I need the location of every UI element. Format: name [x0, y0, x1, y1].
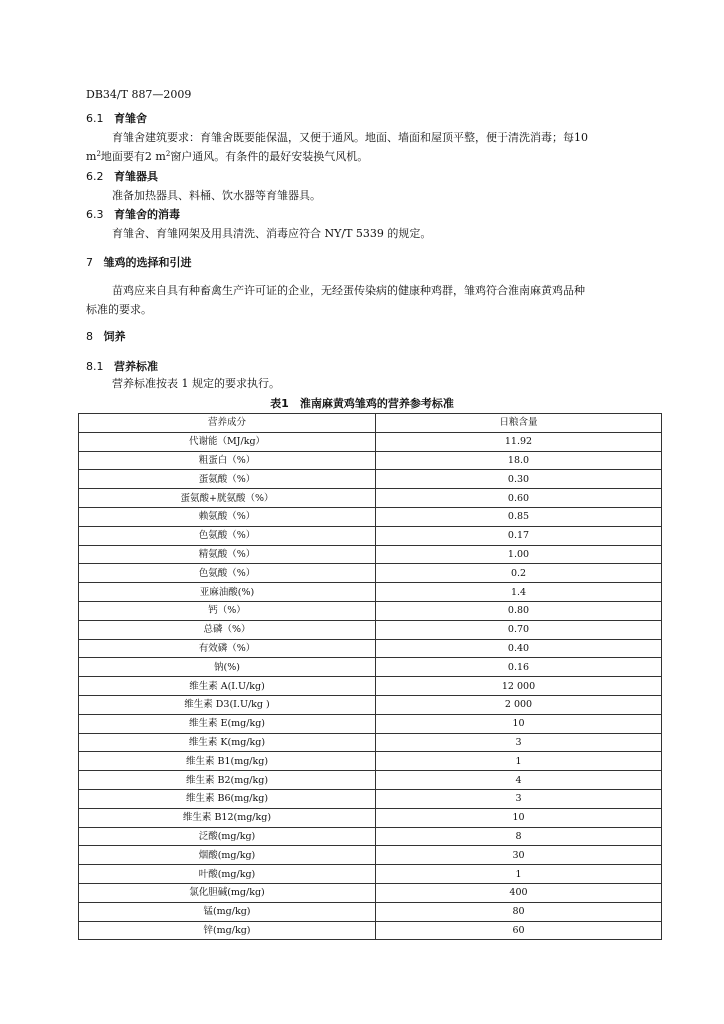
table-row	[79, 789, 662, 808]
nutrient-value: 10	[376, 808, 662, 827]
nutrient-name: 维生素 B6(mg/kg)	[79, 789, 376, 808]
nutrient-value: 30	[376, 846, 662, 865]
paragraph-6-3: 育雏舍、育雏网架及用具清洗、消毒应符合 NY/T 5339 的规定。	[112, 227, 432, 240]
nutrient-value: 0.70	[376, 620, 662, 639]
nutrient-name: 亚麻油酸(%)	[79, 583, 376, 602]
table-row	[79, 677, 662, 696]
standard-number: DB34/T 887—2009	[86, 88, 192, 101]
caption-text: 表1 淮南麻黄鸡雏鸡的营养参考标准	[270, 397, 454, 410]
nutrient-name: 维生素 D3(I.U/kg )	[79, 695, 376, 714]
nutrient-value: 60	[376, 921, 662, 940]
nutrient-name: 泛酸(mg/kg)	[79, 827, 376, 846]
nutrient-value: 11.92	[376, 432, 662, 451]
table-row	[79, 865, 662, 884]
heading-number: 6.2	[86, 170, 104, 183]
table-row	[79, 658, 662, 677]
nutrient-name: 钠(%)	[79, 658, 376, 677]
heading-number: 6.3	[86, 208, 104, 221]
heading-8	[86, 328, 126, 344]
heading-number: 8.1	[86, 360, 104, 373]
heading-title: 饲养	[103, 330, 126, 343]
paragraph-8-1: 营养标准按表 1 规定的要求执行。	[112, 377, 280, 390]
paragraph-6-1-line1: 育雏舍建筑要求：育雏舍既要能保温，又便于通风。地面、墙面和屋顶平整，便于清洗消毒；每10	[112, 131, 588, 144]
heading-title: 育雏器具	[114, 170, 158, 183]
nutrient-name: 氯化胆碱(mg/kg)	[79, 883, 376, 902]
nutrient-value: 1	[376, 865, 662, 884]
heading-number: 8	[86, 330, 93, 343]
nutrient-name: 粗蛋白（%）	[79, 451, 376, 470]
table-row	[79, 921, 662, 940]
nutrient-name: 色氨酸（%）	[79, 526, 376, 545]
table-row	[79, 564, 662, 583]
table-row	[79, 451, 662, 470]
table-caption	[0, 395, 724, 411]
nutrient-name: 总磷（%）	[79, 620, 376, 639]
heading-title: 育雏舍	[114, 112, 147, 125]
nutrient-value: 0.17	[376, 526, 662, 545]
nutrient-value: 1.4	[376, 583, 662, 602]
heading-title: 育雏舍的消毒	[114, 208, 180, 221]
nutrient-name: 锰(mg/kg)	[79, 902, 376, 921]
table-header-row	[79, 414, 662, 433]
table-row	[79, 545, 662, 564]
nutrient-value: 0.60	[376, 489, 662, 508]
nutrient-value: 0.16	[376, 658, 662, 677]
text-part: 窗户通风。有条件的最好安装换气风机。	[170, 150, 369, 163]
table-row	[79, 902, 662, 921]
table-row	[79, 526, 662, 545]
nutrient-name: 叶酸(mg/kg)	[79, 865, 376, 884]
heading-8-1	[86, 358, 158, 374]
nutrient-name: 有效磷（%）	[79, 639, 376, 658]
paragraph-7-line1: 苗鸡应来自具有种畜禽生产许可证的企业，无经蛋传染病的健康种鸡群，雏鸡符合淮南麻黄鸡品种	[112, 284, 585, 297]
header-nutrient: 营养成分	[79, 414, 376, 433]
paragraph-6-2: 准备加热器具、料桶、饮水器等育雏器具。	[112, 189, 321, 202]
unit-sup: 2	[165, 150, 171, 158]
unit-sup: 2	[96, 150, 101, 158]
table-row	[79, 601, 662, 620]
paragraph-7-line2: 标准的要求。	[86, 303, 152, 316]
table-row	[79, 583, 662, 602]
heading-6-2	[86, 168, 158, 184]
heading-title: 营养标准	[114, 360, 158, 373]
text-part: 地面要有2	[100, 150, 152, 163]
nutrient-value: 400	[376, 883, 662, 902]
table-row	[79, 846, 662, 865]
heading-6-1	[86, 110, 147, 126]
nutrient-value: 4	[376, 771, 662, 790]
table-row	[79, 470, 662, 489]
unit-m: m	[155, 150, 166, 163]
nutrition-table	[78, 413, 662, 940]
heading-title: 雏鸡的选择和引进	[103, 256, 192, 269]
table-row	[79, 432, 662, 451]
table-row	[79, 771, 662, 790]
paragraph-6-1-line2	[86, 147, 368, 166]
table-row	[79, 733, 662, 752]
nutrient-value: 3	[376, 733, 662, 752]
table-row	[79, 620, 662, 639]
table-row	[79, 752, 662, 771]
nutrient-name: 钙（%）	[79, 601, 376, 620]
nutrient-value: 1.00	[376, 545, 662, 564]
table-row	[79, 827, 662, 846]
nutrient-name: 色氨酸（%）	[79, 564, 376, 583]
nutrient-name: 维生素 B2(mg/kg)	[79, 771, 376, 790]
heading-6-3	[86, 206, 180, 222]
table-row	[79, 808, 662, 827]
nutrient-name: 维生素 B1(mg/kg)	[79, 752, 376, 771]
nutrient-name: 维生素 B12(mg/kg)	[79, 808, 376, 827]
nutrient-value: 12 000	[376, 677, 662, 696]
nutrient-value: 2 000	[376, 695, 662, 714]
table-row	[79, 489, 662, 508]
nutrient-name: 维生素 E(mg/kg)	[79, 714, 376, 733]
table-row	[79, 639, 662, 658]
nutrient-value: 1	[376, 752, 662, 771]
nutrient-value: 80	[376, 902, 662, 921]
nutrient-value: 0.2	[376, 564, 662, 583]
nutrient-name: 代谢能（MJ/kg）	[79, 432, 376, 451]
table-row	[79, 507, 662, 526]
nutrient-name: 锌(mg/kg)	[79, 921, 376, 940]
nutrient-name: 蛋氨酸（%）	[79, 470, 376, 489]
heading-number: 7	[86, 256, 93, 269]
nutrient-value: 8	[376, 827, 662, 846]
nutrient-value: 18.0	[376, 451, 662, 470]
header-content: 日粮含量	[376, 414, 662, 433]
nutrient-name: 烟酸(mg/kg)	[79, 846, 376, 865]
nutrient-name: 赖氨酸（%）	[79, 507, 376, 526]
nutrient-value: 0.30	[376, 470, 662, 489]
heading-7	[86, 254, 192, 270]
nutrient-value: 10	[376, 714, 662, 733]
table-row	[79, 883, 662, 902]
nutrient-name: 蛋氨酸+胱氨酸（%）	[79, 489, 376, 508]
nutrient-value: 0.40	[376, 639, 662, 658]
nutrient-name: 维生素 K(mg/kg)	[79, 733, 376, 752]
table-row	[79, 695, 662, 714]
nutrient-value: 3	[376, 789, 662, 808]
nutrient-value: 0.85	[376, 507, 662, 526]
unit-m: m	[86, 150, 97, 163]
nutrient-name: 维生素 A(I.U/kg)	[79, 677, 376, 696]
table-row	[79, 714, 662, 733]
heading-number: 6.1	[86, 112, 104, 125]
nutrient-name: 精氨酸（%）	[79, 545, 376, 564]
nutrient-value: 0.80	[376, 601, 662, 620]
